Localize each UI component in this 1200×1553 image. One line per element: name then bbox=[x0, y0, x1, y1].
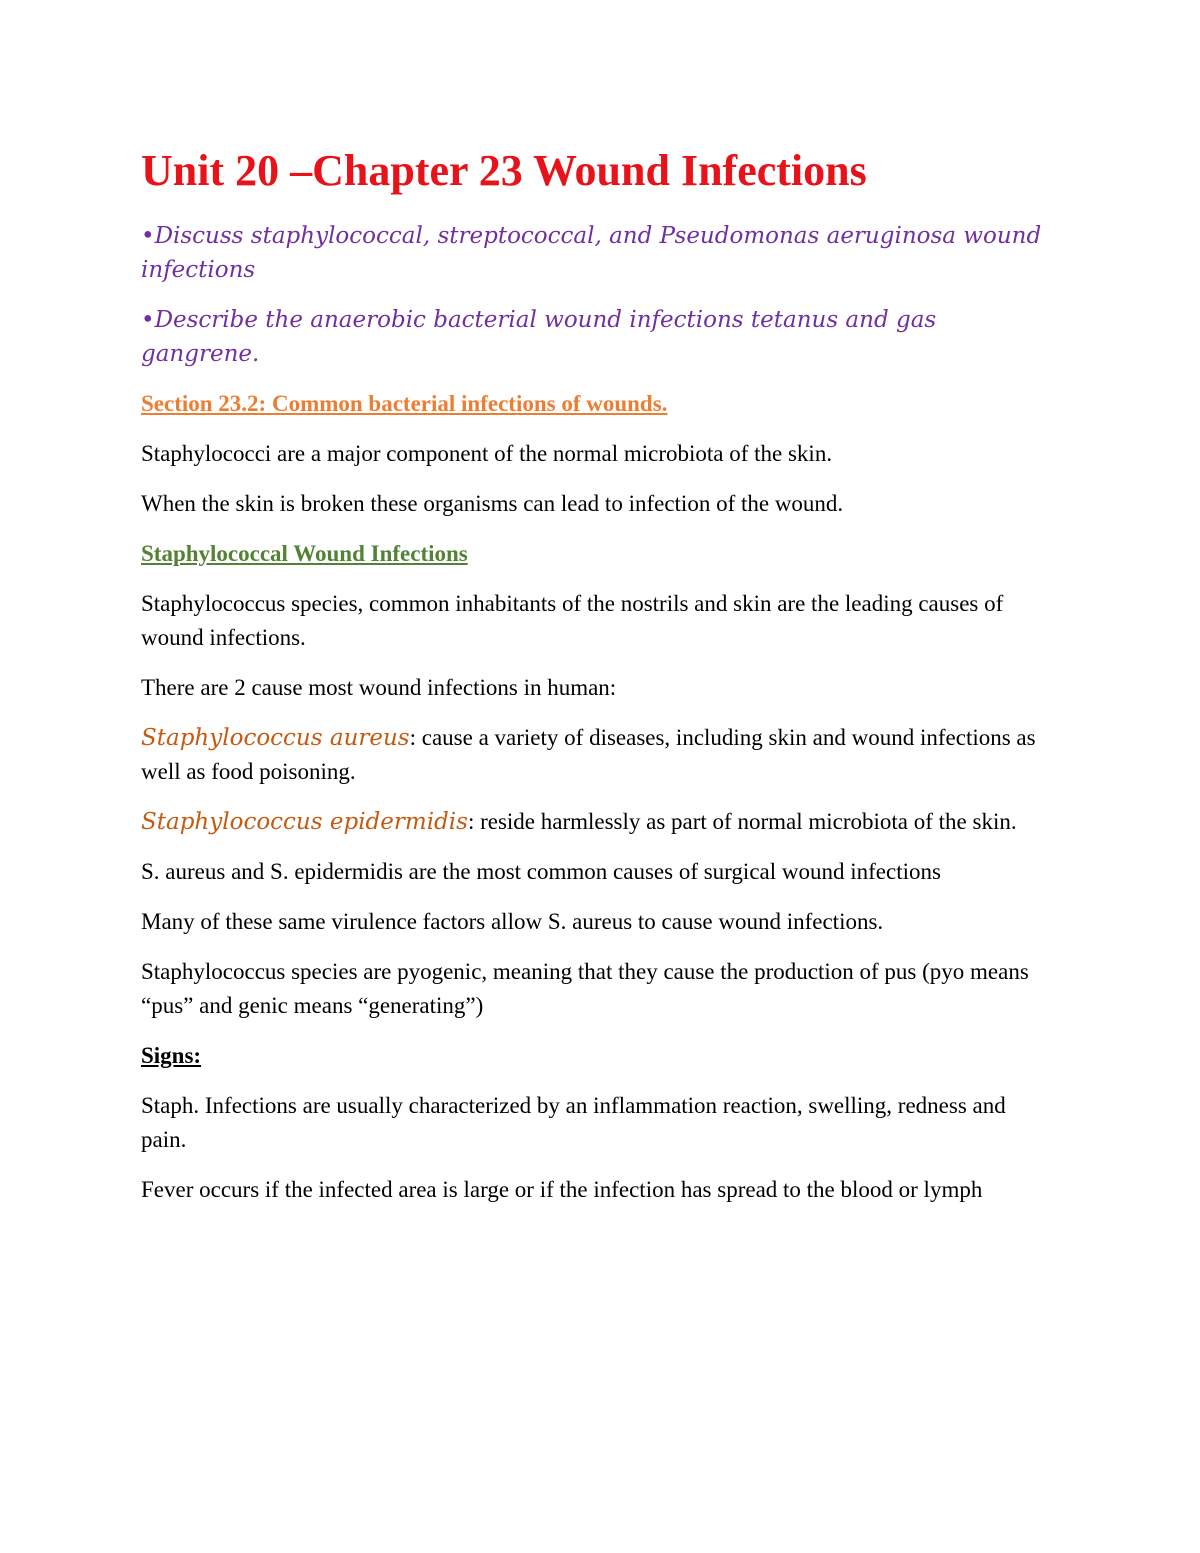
objective-item: •Describe the anaerobic bacterial wound infections tetanus and gas gangrene. bbox=[141, 307, 937, 367]
species-name: Staphylococcus aureus bbox=[141, 725, 410, 751]
body-paragraph: Fever occurs if the infected area is large or if the infection has spread to the blood or lymph bbox=[141, 1177, 983, 1202]
subheading-staphylococcal: Staphylococcal Wound Infections bbox=[141, 541, 468, 566]
species-name: Staphylococcus epidermidis bbox=[141, 809, 468, 835]
document-page bbox=[141, 145, 1056, 1223]
species-description: : cause a variety of diseases, including skin and wound infections as well as food poisoning. bbox=[141, 725, 1036, 784]
document-title: Unit 20 –Chapter 23 Wound Infections bbox=[141, 146, 867, 195]
body-paragraph: S. aureus and S. epidermidis are the most common causes of surgical wound infections bbox=[141, 859, 941, 884]
body-paragraph: Staphylococcus species, common inhabitants of the nostrils and skin are the leading causes of wound infections. bbox=[141, 591, 1004, 650]
body-paragraph: Staphylococcus species are pyogenic, meaning that they cause the production of pus (pyo means “pus” and genic means “generating”) bbox=[141, 959, 1029, 1018]
body-paragraph: When the skin is broken these organisms can lead to infection of the wound. bbox=[141, 491, 844, 516]
body-paragraph: Many of these same virulence factors allow S. aureus to cause wound infections. bbox=[141, 909, 884, 934]
body-paragraph: Staphylococci are a major component of the normal microbiota of the skin. bbox=[141, 441, 833, 466]
species-paragraph-aureus bbox=[141, 721, 1056, 789]
species-description: : reside harmlessly as part of normal microbiota of the skin. bbox=[467, 809, 1017, 834]
section-heading: Section 23.2: Common bacterial infections of wounds. bbox=[141, 391, 668, 416]
body-paragraph: Staph. Infections are usually characterized by an inflammation reaction, swelling, redness and pain. bbox=[141, 1093, 1006, 1152]
signs-heading: Signs: bbox=[141, 1043, 202, 1068]
species-paragraph-epidermidis bbox=[141, 805, 1056, 839]
objective-item: •Discuss staphylococcal, streptococcal, and Pseudomonas aeruginosa wound infections bbox=[141, 223, 1042, 283]
body-paragraph: There are 2 cause most wound infections in human: bbox=[141, 675, 617, 700]
